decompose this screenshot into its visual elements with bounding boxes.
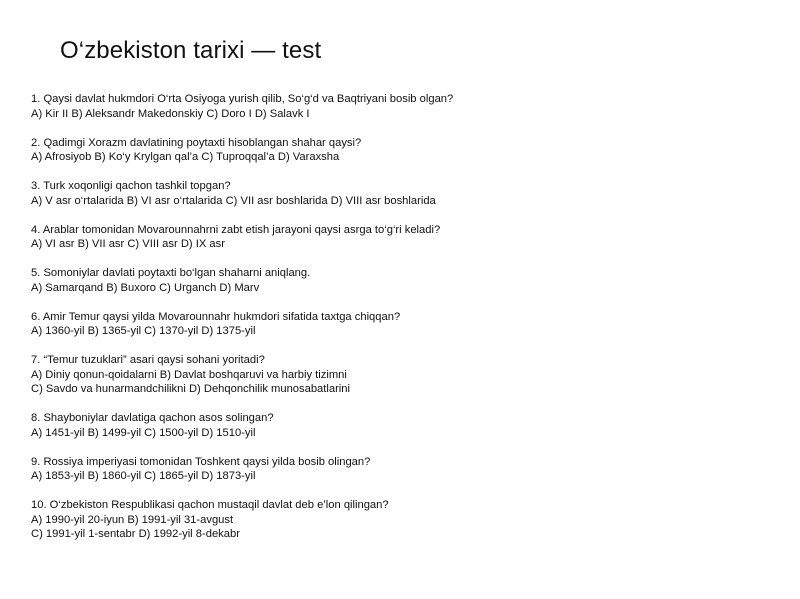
question-text: 9. Rossiya imperiyasi tomonidan Toshkent qaysi yilda bosib olingan? xyxy=(31,455,371,468)
answer-options: A) Diniy qonun-qoidalarni B) Davlat boshqaruvi va harbiy tizimni xyxy=(31,368,347,381)
question-text: 1. Qaysi davlat hukmdori O‘rta Osiyoga yurish qilib, So‘g‘d va Baqtriyani bosib olgan? xyxy=(31,93,454,105)
question-text: 6. Amir Temur qaysi yilda Movarounnahr hukmdori sifatida taxtga chiqqan? xyxy=(31,310,401,323)
question-item xyxy=(31,455,771,484)
question-list xyxy=(31,92,771,556)
question-item xyxy=(31,179,771,208)
question-text: 4. Arablar tomonidan Movarounnahrni zabt etish jarayoni qaysi asrga to‘g‘ri keladi? xyxy=(31,223,441,236)
page-title: O‘zbekiston tarixi — test xyxy=(60,37,322,64)
question-item xyxy=(31,310,771,339)
answer-options: C) Savdo va hunarmandchilikni D) Dehqonchilik munosabatlarini xyxy=(31,383,351,395)
question-text: 7. “Temur tuzuklari” asari qaysi sohani yoritadi? xyxy=(31,354,265,366)
question-text: 2. Qadimgi Xorazm davlatining poytaxti hisoblangan shahar qaysi? xyxy=(31,136,362,149)
answer-options: A) 1451-yil B) 1499-yil C) 1500-yil D) 1510-yil xyxy=(31,426,256,439)
answer-options: A) 1853-yil B) 1860-yil C) 1865-yil D) 1873-yil xyxy=(31,470,256,482)
answer-options: A) Kir II B) Aleksandr Makedonskiy C) Doro I D) Salavk I xyxy=(31,107,310,120)
answer-options: A) 1990-yil 20-iyun B) 1991-yil 31-avgust xyxy=(31,513,234,526)
question-item xyxy=(31,92,771,121)
question-item xyxy=(31,223,771,252)
question-item xyxy=(31,266,771,295)
answer-options: A) Samarqand B) Buxoro C) Urganch D) Marv xyxy=(31,281,260,294)
answer-options: A) VI asr B) VII asr C) VIII asr D) IX asr xyxy=(31,238,225,250)
question-item xyxy=(31,353,771,397)
question-item xyxy=(31,136,771,165)
question-text: 3. Turk xoqonligi qachon tashkil topgan? xyxy=(31,180,231,192)
answer-options: A) Afrosiyob B) Ko‘y Krylgan qal’a C) Tuproqqal’a D) Varaxsha xyxy=(31,151,340,163)
question-item xyxy=(31,411,771,440)
question-text: 8. Shayboniylar davlatiga qachon asos solingan? xyxy=(31,412,274,424)
question-text: 10. O‘zbekiston Respublikasi qachon mustaqil davlat deb e’lon qilingan? xyxy=(31,499,389,511)
answer-options: C) 1991-yil 1-sentabr D) 1992-yil 8-dekabr xyxy=(31,528,240,540)
question-item xyxy=(31,498,771,542)
answer-options: A) V asr o‘rtalarida B) VI asr o‘rtalarida C) VII asr boshlarida D) VIII asr boshlarida xyxy=(31,194,436,207)
question-text: 5. Somoniylar davlati poytaxti bo‘lgan shaharni aniqlang. xyxy=(31,267,311,279)
answer-options: A) 1360-yil B) 1365-yil C) 1370-yil D) 1375-yil xyxy=(31,325,256,337)
